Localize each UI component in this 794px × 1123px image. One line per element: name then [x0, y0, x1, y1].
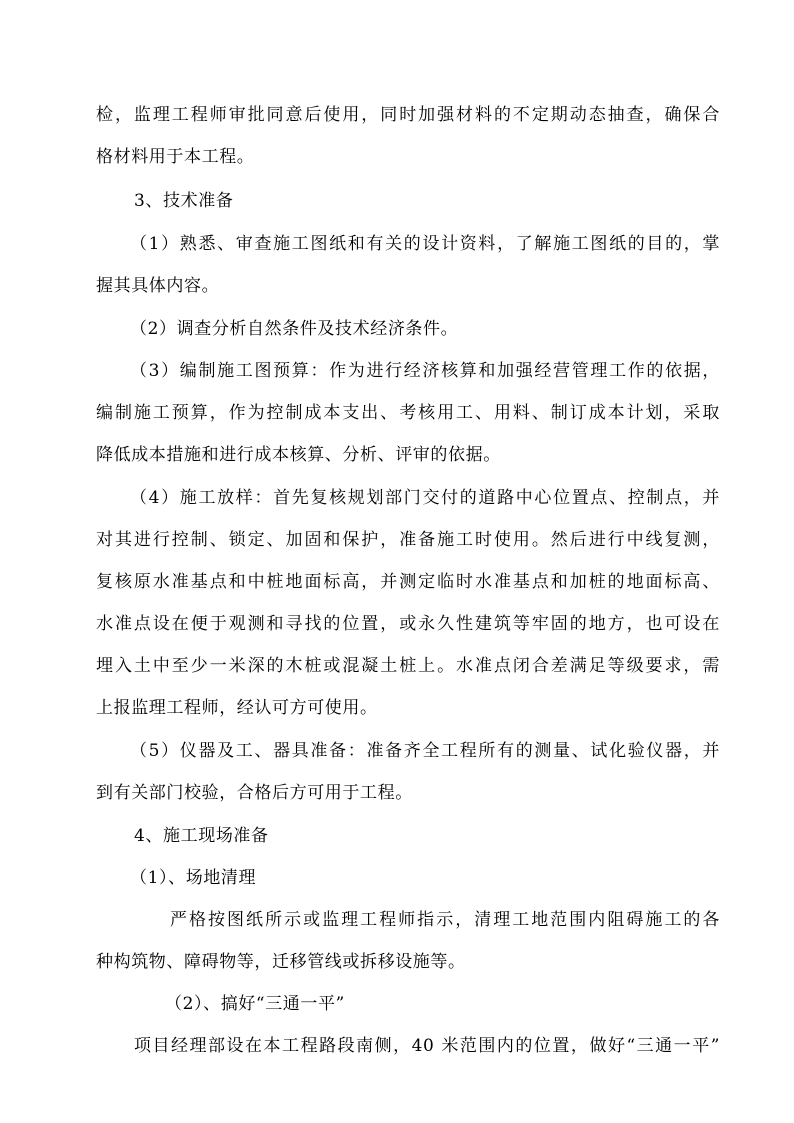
text-line: （5）仪器及工、器具准备：准备齐全工程所有的测量、试化验仪器，并: [130, 741, 720, 761]
text-line: 项目经理部设在本工程路段南侧，40 米范围内的位置，做好“三通一平”: [134, 1036, 720, 1056]
section-heading: 4、施工现场准备: [134, 826, 269, 846]
text-line: 严格按图纸所示或监理工程师指示，清理工地范围内阻碍施工的各: [170, 910, 720, 930]
text-line: （4）施工放样：首先复核规划部门交付的道路中心位置点、控制点，并: [130, 488, 720, 508]
section-heading: 3、技术准备: [134, 191, 234, 211]
text-line: 上报监理工程师，经认可方可使用。: [96, 698, 378, 718]
text-line: 检，监理工程师审批同意后使用，同时加强材料的不定期动态抽查，确保合: [96, 105, 720, 125]
text-line: （1）熟悉、审查施工图纸和有关的设计资料，了解施工图纸的目的，掌: [130, 234, 720, 254]
text-line: 编制施工预算，作为控制成本支出、考核用工、用料、制订成本计划，采取: [96, 403, 720, 423]
text-line: 埋入土中至少一米深的木桩或混凝土桩上。水准点闭合差满足等级要求，需: [96, 656, 720, 676]
text-line: 复核原水准基点和中桩地面标高，并测定临时水准基点和加桩的地面标高、: [96, 572, 720, 592]
text-line: 对其进行控制、锁定、加固和保护，准备施工时使用。然后进行中线复测，: [96, 530, 720, 550]
text-line: 握其具体内容。: [96, 276, 220, 296]
subsection-heading: （1）、场地清理: [130, 868, 257, 888]
subsection-heading: （2）、搞好“三通一平”: [165, 994, 345, 1014]
text-line: 水准点设在便于观测和寻找的位置，或永久性建筑等牢固的地方，也可设在: [96, 614, 720, 634]
text-line: 到有关部门校验，合格后方可用于工程。: [96, 783, 413, 803]
text-line: （2）调查分析自然条件及技术经济条件。: [130, 319, 459, 339]
text-line: 降低成本措施和进行成本核算、分析、评审的依据。: [96, 445, 501, 465]
text-line: （3）编制施工图预算：作为进行经济核算和加强经营管理工作的依据，: [130, 361, 720, 381]
text-line: 种构筑物、障碍物等，迁移管线或拆移设施等。: [96, 952, 466, 972]
text-line: 格材料用于本工程。: [96, 147, 255, 167]
